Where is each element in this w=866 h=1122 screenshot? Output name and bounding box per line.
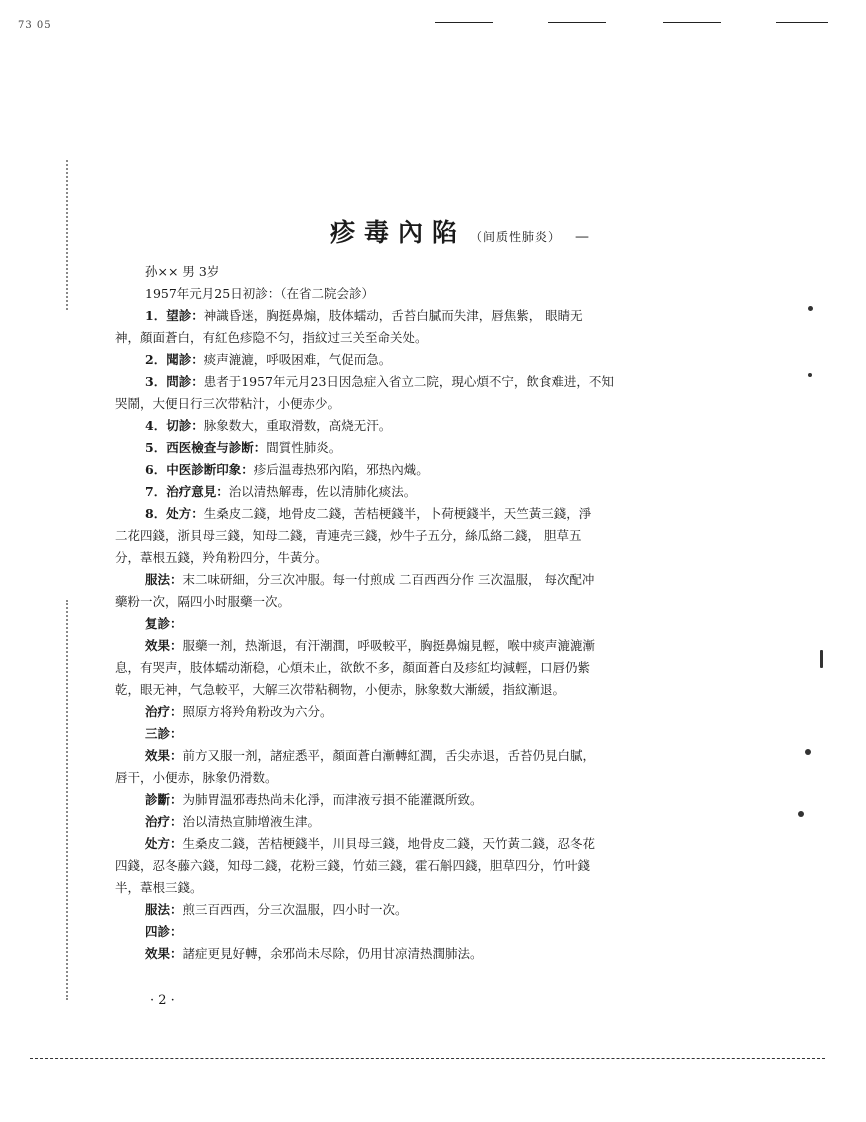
- text-line: [115, 349, 727, 371]
- text-line: [115, 437, 727, 459]
- text-line: [115, 789, 727, 811]
- line-text: 为肺胃温邪毒热尚未化淨，而津液亏損不能灌溉所致。: [182, 792, 483, 807]
- line-text: 二花四錢，浙貝母三錢，知母二錢，青連壳三錢，炒牛子五分，絲瓜絡二錢， 胆草五: [115, 528, 582, 543]
- margin-dots-upper: [66, 160, 70, 310]
- section-label: 診斷：: [145, 792, 183, 807]
- line-text: 息，有哭声，肢体蠕动渐稳，心煩未止，欲飲不多，顏面蒼白及疹紅均減輕，口唇仍紫: [115, 660, 591, 675]
- section-label: 效果：: [145, 638, 183, 653]
- section-label: 2．聞診：: [145, 352, 204, 367]
- text-line: [115, 591, 727, 613]
- top-rule-4: [776, 22, 828, 23]
- text-line: [115, 525, 727, 547]
- section-label: 8．处方：: [145, 506, 204, 521]
- section-label: 处方：: [145, 836, 183, 851]
- line-text: 四錢，忍冬藤六錢，知母二錢，花粉三錢，竹茹三錢，霍石斛四錢，胆草四分，竹叶錢: [115, 858, 591, 873]
- line-text: 神，顏面蒼白，有紅色疹隐不匀，指紋过三关至命关处。: [115, 330, 428, 345]
- top-rule-3: [663, 22, 721, 23]
- bottom-rule: [30, 1058, 825, 1059]
- speck: [805, 749, 811, 755]
- section-label: 服法：: [145, 572, 183, 587]
- section-label: 三診：: [145, 726, 183, 741]
- line-text: 脉象数大，重取滑数，高烧无汗。: [203, 418, 392, 433]
- line-text: 末二味研細，分三次冲服。每一付煎成 二百西西分作 三次温服， 每次配冲: [182, 572, 595, 587]
- section-label: 治疗：: [145, 814, 183, 829]
- case-record-body: [115, 261, 727, 965]
- section-label: 5．西医檢查与診断：: [145, 440, 267, 455]
- text-line: [115, 569, 727, 591]
- section-label: 效果：: [145, 748, 183, 763]
- title-main: 疹毒內陷: [330, 218, 467, 247]
- text-line: [115, 811, 727, 833]
- corner-mark: 73 05: [18, 20, 52, 31]
- line-text: 哭鬧，大便日行三次带粘汁，小便赤少。: [115, 396, 341, 411]
- section-label: 4．切診：: [145, 418, 204, 433]
- text-line: [115, 723, 727, 745]
- text-line: [115, 745, 727, 767]
- line-text: 治以清热解毒，佐以清肺化痰法。: [228, 484, 417, 499]
- line-text: 照原方将羚角粉改为六分。: [182, 704, 333, 719]
- line-text: 諸症更見好轉，余邪尚未尽除，仍用甘凉清热潤肺法。: [182, 946, 483, 961]
- section-label: 复診：: [145, 616, 183, 631]
- line-text: 1957年元月25日初診：（在省二院会診）: [145, 286, 374, 301]
- section-label: 3．問診：: [145, 374, 204, 389]
- text-line: [115, 657, 727, 679]
- line-text: 疹后温毒热邪內陷，邪热內熾。: [253, 462, 429, 477]
- section-label: 四診：: [145, 924, 183, 939]
- page-title: [330, 213, 660, 249]
- text-line: [115, 855, 727, 877]
- text-line: [115, 635, 727, 657]
- line-text: 神識昏迷，胸挺鼻煽，肢体蠕动，舌苔白膩而失津，唇焦紫， 眼睛无: [203, 308, 583, 323]
- top-rule-2: [548, 22, 606, 23]
- text-line: [115, 701, 727, 723]
- text-line: [115, 481, 727, 503]
- text-line: [115, 261, 727, 283]
- line-text: 間質性肺炎。: [266, 440, 342, 455]
- line-text: 生桑皮二錢，地骨皮二錢，苦桔梗錢半，卜荷梗錢半，天竺黃三錢，淨: [203, 506, 592, 521]
- text-line: [115, 833, 727, 855]
- line-text: 分，葦根五錢，羚角粉四分，牛黃分。: [115, 550, 328, 565]
- text-line: [115, 327, 727, 349]
- text-line: [115, 393, 727, 415]
- text-line: [115, 767, 727, 789]
- title-dash: —: [575, 229, 590, 245]
- section-label: 效果：: [145, 946, 183, 961]
- speck: [820, 650, 823, 668]
- text-line: [115, 943, 727, 965]
- line-text: 半，葦根三錢。: [115, 880, 203, 895]
- text-line: [115, 877, 727, 899]
- line-text: 藥粉一次，隔四小时服藥一次。: [115, 594, 291, 609]
- text-line: [115, 547, 727, 569]
- line-text: 煎三百西西，分三次温服，四小时一次。: [182, 902, 408, 917]
- text-line: [115, 415, 727, 437]
- text-line: [115, 503, 727, 525]
- text-line: [115, 283, 727, 305]
- text-line: [115, 899, 727, 921]
- text-line: [115, 459, 727, 481]
- section-label: 7．治疗意見：: [145, 484, 229, 499]
- line-text: 治以清热宣肺增液生津。: [182, 814, 321, 829]
- section-label: 服法：: [145, 902, 183, 917]
- line-text: 乾，眼无神，气急較平，大解三次带粘稠物，小便赤，脉象数大漸緩，指紋漸退。: [115, 682, 566, 697]
- title-subtitle: （间质性肺炎）: [470, 230, 562, 244]
- line-text: 患者于1957年元月23日因急症入省立二院，現心煩不宁，飲食难进，不知: [203, 374, 614, 389]
- margin-dots-lower: [66, 600, 70, 1000]
- text-line: [115, 305, 727, 327]
- page-number: · 2 ·: [150, 993, 175, 1008]
- line-text: 孙×× 男 3岁: [145, 264, 220, 279]
- line-text: 前方又服一剂，諸症悉平，顏面蒼白漸轉紅潤，舌尖赤退，舌苔仍見白膩，: [182, 748, 596, 763]
- speck: [808, 306, 813, 311]
- section-label: 1．望診：: [145, 308, 204, 323]
- section-label: 治疗：: [145, 704, 183, 719]
- text-line: [115, 679, 727, 701]
- speck: [808, 373, 812, 377]
- section-label: 6．中医診断印象：: [145, 462, 254, 477]
- line-text: 痰声漉漉，呼吸困难，气促而急。: [203, 352, 392, 367]
- line-text: 唇干，小便赤，脉象仍滑数。: [115, 770, 278, 785]
- line-text: 服藥一剂，热渐退，有汗潮潤，呼吸較平，胸挺鼻煽見輕，喉中痰声漉漉漸: [182, 638, 596, 653]
- text-line: [115, 371, 727, 393]
- text-line: [115, 613, 727, 635]
- line-text: 生桑皮二錢，苦桔梗錢半，川貝母三錢，地骨皮二錢，天竹黃二錢，忍冬花: [182, 836, 596, 851]
- top-rule-1: [435, 22, 493, 23]
- text-line: [115, 921, 727, 943]
- speck: [798, 811, 804, 817]
